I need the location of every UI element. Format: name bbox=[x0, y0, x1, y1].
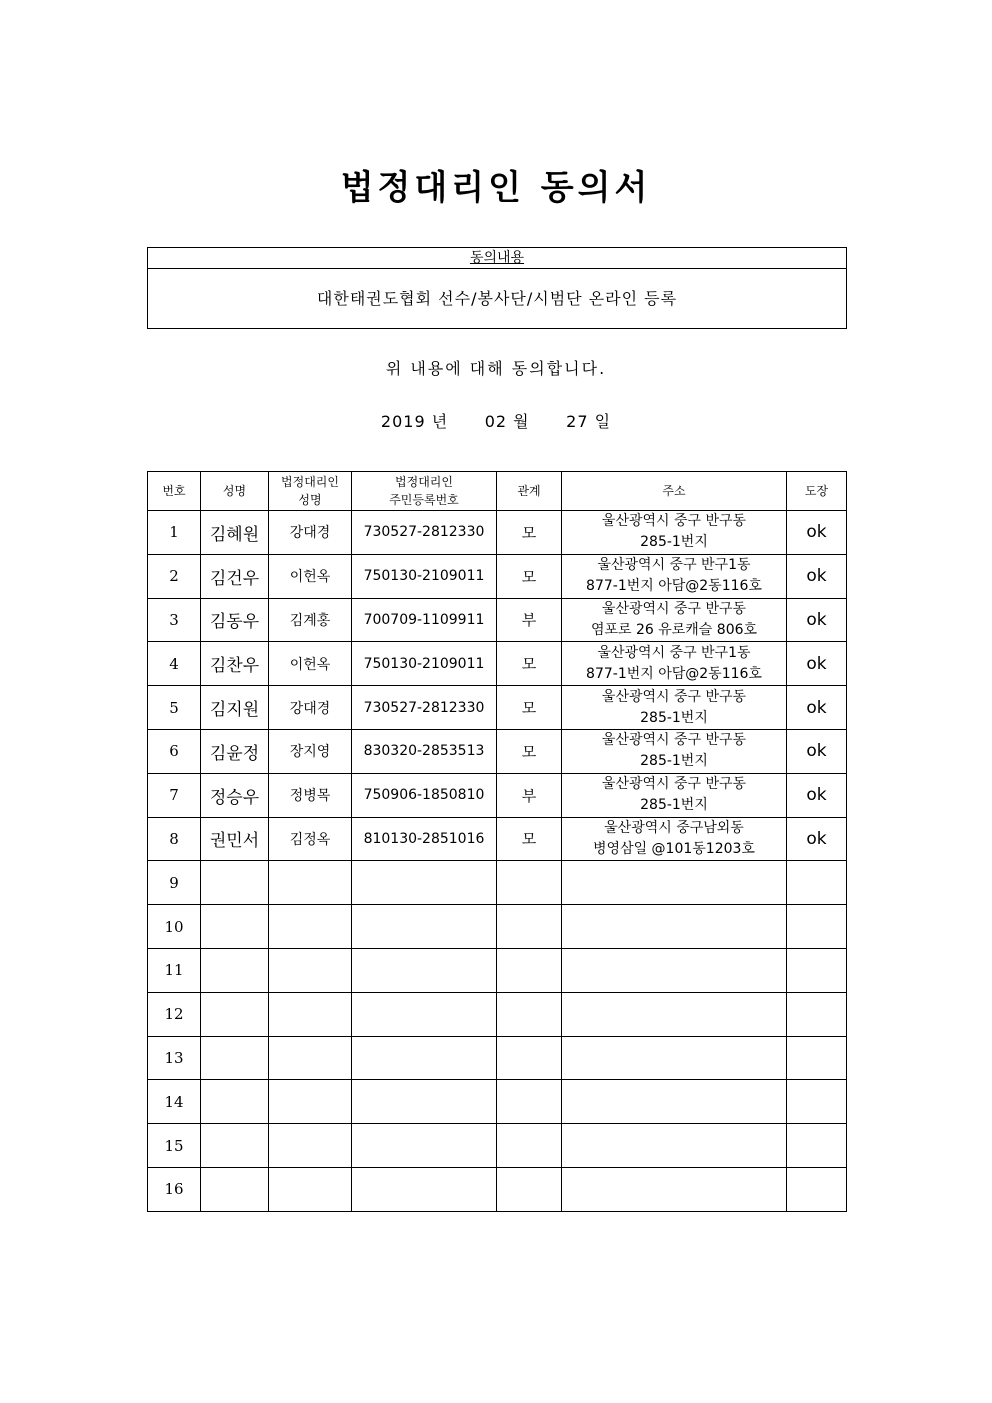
cell-address bbox=[562, 642, 787, 686]
table-row bbox=[148, 1036, 847, 1080]
cell-address bbox=[562, 1036, 787, 1080]
cell-number: 9 bbox=[148, 861, 201, 905]
cell-guardian-name: 이헌옥 bbox=[269, 554, 352, 598]
table-row bbox=[148, 554, 847, 598]
table-row bbox=[148, 642, 847, 686]
cell-address bbox=[562, 773, 787, 817]
cell-address bbox=[562, 1080, 787, 1124]
address-line: 울산광역시 중구 반구동 bbox=[601, 513, 747, 530]
address-line: 877-1번지 아담@2동116호 bbox=[586, 578, 762, 595]
cell-relation: 부 bbox=[497, 598, 562, 642]
date-month: 02 bbox=[484, 412, 508, 431]
table-row bbox=[148, 992, 847, 1036]
date-day: 27 bbox=[566, 412, 589, 431]
cell-guardian-name bbox=[269, 992, 352, 1036]
cell-number: 13 bbox=[148, 1036, 201, 1080]
address-line: 877-1번지 아담@2동116호 bbox=[586, 665, 762, 682]
cell-relation bbox=[497, 1167, 562, 1211]
cell-guardian-name: 김정옥 bbox=[269, 817, 352, 861]
cell-seal bbox=[787, 992, 847, 1036]
address-line: 285-1번지 bbox=[640, 797, 708, 814]
table-row bbox=[148, 1124, 847, 1168]
cell-number: 15 bbox=[148, 1124, 201, 1168]
cell-seal: ok bbox=[787, 511, 847, 555]
consent-header-label: 동의내용 bbox=[469, 250, 525, 266]
header-seal: 도장 bbox=[787, 472, 847, 511]
cell-number: 14 bbox=[148, 1080, 201, 1124]
address-line: 285-1번지 bbox=[640, 709, 708, 726]
consent-content: 대한태권도협회 선수/봉사단/시범단 온라인 등록 bbox=[316, 289, 678, 308]
cell-guardian-name: 강대경 bbox=[269, 686, 352, 730]
cell-relation bbox=[497, 1036, 562, 1080]
cell-relation: 모 bbox=[497, 642, 562, 686]
cell-seal: ok bbox=[787, 642, 847, 686]
cell-name: 김동우 bbox=[201, 598, 269, 642]
cell-guardian-id bbox=[352, 948, 497, 992]
cell-guardian-name bbox=[269, 948, 352, 992]
cell-guardian-name: 정병목 bbox=[269, 773, 352, 817]
header-guardian-id-line2: 주민등록번호 bbox=[389, 493, 459, 507]
table-row bbox=[148, 729, 847, 773]
cell-number: 12 bbox=[148, 992, 201, 1036]
table-row bbox=[148, 861, 847, 905]
cell-guardian-id: 730527-2812330 bbox=[352, 686, 497, 730]
cell-number: 6 bbox=[148, 729, 201, 773]
cell-relation: 모 bbox=[497, 729, 562, 773]
header-guardian-name-line2: 성명 bbox=[298, 493, 322, 507]
cell-guardian-name bbox=[269, 905, 352, 949]
table-row bbox=[148, 598, 847, 642]
cell-guardian-id bbox=[352, 1124, 497, 1168]
cell-address bbox=[562, 1124, 787, 1168]
address-line: 울산광역시 중구남외동 bbox=[604, 819, 744, 836]
cell-seal bbox=[787, 1080, 847, 1124]
header-address: 주소 bbox=[562, 472, 787, 511]
cell-relation bbox=[497, 1080, 562, 1124]
cell-guardian-id: 750130-2109011 bbox=[352, 642, 497, 686]
cell-relation bbox=[497, 905, 562, 949]
cell-number: 2 bbox=[148, 554, 201, 598]
table-row bbox=[148, 511, 847, 555]
address-line: 울산광역시 중구 반구1동 bbox=[597, 557, 751, 574]
cell-number: 10 bbox=[148, 905, 201, 949]
cell-guardian-id bbox=[352, 1036, 497, 1080]
address-line: 울산광역시 중구 반구동 bbox=[601, 688, 747, 705]
table-body bbox=[148, 511, 847, 1212]
table-row bbox=[148, 948, 847, 992]
cell-guardian-name: 장지영 bbox=[269, 729, 352, 773]
cell-name bbox=[201, 1124, 269, 1168]
cell-seal bbox=[787, 1036, 847, 1080]
cell-name: 김지원 bbox=[201, 686, 269, 730]
cell-seal bbox=[787, 948, 847, 992]
cell-guardian-name bbox=[269, 861, 352, 905]
guardian-roster-table bbox=[147, 471, 847, 1212]
cell-guardian-name bbox=[269, 1124, 352, 1168]
cell-relation bbox=[497, 1124, 562, 1168]
cell-guardian-name bbox=[269, 1167, 352, 1211]
cell-name: 정승우 bbox=[201, 773, 269, 817]
cell-name: 김건우 bbox=[201, 554, 269, 598]
cell-address bbox=[562, 905, 787, 949]
cell-name bbox=[201, 861, 269, 905]
header-guardian-id bbox=[352, 472, 497, 511]
cell-relation: 모 bbox=[497, 511, 562, 555]
cell-name bbox=[201, 1036, 269, 1080]
cell-relation: 모 bbox=[497, 817, 562, 861]
cell-number: 3 bbox=[148, 598, 201, 642]
cell-address bbox=[562, 992, 787, 1036]
cell-address bbox=[562, 686, 787, 730]
cell-address bbox=[562, 511, 787, 555]
cell-guardian-name bbox=[269, 1080, 352, 1124]
cell-number: 16 bbox=[148, 1167, 201, 1211]
cell-seal bbox=[787, 1124, 847, 1168]
cell-number: 5 bbox=[148, 686, 201, 730]
date-month-unit: 월 bbox=[513, 412, 530, 431]
table-row bbox=[148, 773, 847, 817]
cell-address bbox=[562, 598, 787, 642]
date-year: 2019 bbox=[380, 412, 426, 431]
date-year-unit: 년 bbox=[431, 412, 449, 431]
cell-guardian-id: 830320-2853513 bbox=[352, 729, 497, 773]
cell-guardian-id: 730527-2812330 bbox=[352, 511, 497, 555]
cell-guardian-id bbox=[352, 992, 497, 1036]
cell-guardian-id: 810130-2851016 bbox=[352, 817, 497, 861]
cell-address bbox=[562, 554, 787, 598]
address-line: 285-1번지 bbox=[640, 534, 708, 551]
cell-guardian-id bbox=[352, 905, 497, 949]
signing-date bbox=[0, 409, 992, 432]
header-guardian-name bbox=[269, 472, 352, 511]
cell-seal bbox=[787, 1167, 847, 1211]
cell-address bbox=[562, 1167, 787, 1211]
table-row bbox=[148, 817, 847, 861]
cell-guardian-id: 750130-2109011 bbox=[352, 554, 497, 598]
cell-address bbox=[562, 948, 787, 992]
address-line: 염포로 26 유로캐슬 806호 bbox=[590, 621, 758, 638]
cell-seal bbox=[787, 861, 847, 905]
address-line: 울산광역시 중구 반구동 bbox=[601, 732, 747, 749]
cell-seal bbox=[787, 905, 847, 949]
cell-guardian-id: 700709-1109911 bbox=[352, 598, 497, 642]
cell-number: 11 bbox=[148, 948, 201, 992]
cell-number: 7 bbox=[148, 773, 201, 817]
table-row bbox=[148, 1080, 847, 1124]
cell-name: 김혜원 bbox=[201, 511, 269, 555]
cell-guardian-id bbox=[352, 1080, 497, 1124]
table-row bbox=[148, 1167, 847, 1211]
cell-number: 8 bbox=[148, 817, 201, 861]
cell-seal: ok bbox=[787, 773, 847, 817]
cell-relation bbox=[497, 861, 562, 905]
table-row bbox=[148, 905, 847, 949]
cell-seal: ok bbox=[787, 554, 847, 598]
agreement-statement: 위 내용에 대해 동의합니다. bbox=[385, 359, 607, 378]
cell-guardian-id bbox=[352, 1167, 497, 1211]
header-guardian-name-line1: 법정대리인 bbox=[281, 475, 339, 489]
cell-guardian-id bbox=[352, 861, 497, 905]
header-guardian-id-line1: 법정대리인 bbox=[395, 475, 453, 489]
cell-seal: ok bbox=[787, 598, 847, 642]
cell-name bbox=[201, 905, 269, 949]
date-day-unit: 일 bbox=[594, 412, 612, 431]
cell-guardian-name: 김계홍 bbox=[269, 598, 352, 642]
cell-name bbox=[201, 1167, 269, 1211]
cell-address bbox=[562, 861, 787, 905]
header-number: 번호 bbox=[148, 472, 201, 511]
address-line: 울산광역시 중구 반구동 bbox=[601, 776, 747, 793]
address-line: 병영삼일 @101동1203호 bbox=[593, 840, 755, 857]
cell-guardian-name bbox=[269, 1036, 352, 1080]
header-name: 성명 bbox=[201, 472, 269, 511]
cell-address bbox=[562, 729, 787, 773]
cell-guardian-name: 이헌옥 bbox=[269, 642, 352, 686]
cell-seal: ok bbox=[787, 686, 847, 730]
cell-name: 김윤정 bbox=[201, 729, 269, 773]
address-line: 울산광역시 중구 반구동 bbox=[601, 600, 747, 617]
cell-relation: 모 bbox=[497, 686, 562, 730]
cell-relation bbox=[497, 948, 562, 992]
address-line: 울산광역시 중구 반구1동 bbox=[597, 644, 751, 661]
cell-guardian-name: 강대경 bbox=[269, 511, 352, 555]
table-header-row bbox=[148, 472, 847, 511]
cell-number: 1 bbox=[148, 511, 201, 555]
cell-relation: 부 bbox=[497, 773, 562, 817]
cell-address bbox=[562, 817, 787, 861]
consent-box bbox=[147, 247, 847, 329]
cell-name bbox=[201, 992, 269, 1036]
cell-name: 권민서 bbox=[201, 817, 269, 861]
cell-seal: ok bbox=[787, 729, 847, 773]
cell-seal: ok bbox=[787, 817, 847, 861]
cell-relation bbox=[497, 992, 562, 1036]
document-title: 법정대리인 동의서 bbox=[340, 168, 652, 208]
table-row bbox=[148, 686, 847, 730]
cell-name bbox=[201, 1080, 269, 1124]
cell-number: 4 bbox=[148, 642, 201, 686]
cell-name: 김찬우 bbox=[201, 642, 269, 686]
header-relation: 관계 bbox=[497, 472, 562, 511]
address-line: 285-1번지 bbox=[640, 753, 708, 770]
cell-relation: 모 bbox=[497, 554, 562, 598]
cell-name bbox=[201, 948, 269, 992]
consent-header bbox=[148, 248, 846, 269]
cell-guardian-id: 750906-1850810 bbox=[352, 773, 497, 817]
